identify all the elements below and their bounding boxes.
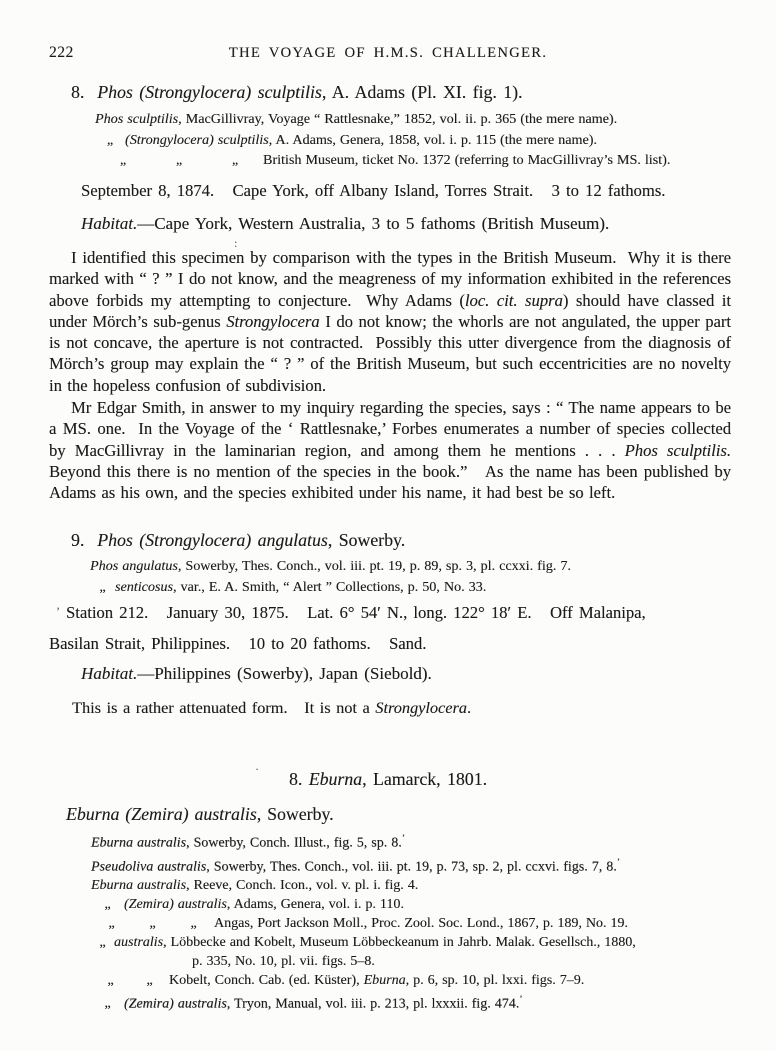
remark-line: This is a rather attenuated form. It is not a Strongylocera. [72,698,472,717]
citation-line: Phos angulatus, Sowerby, Thes. Conch., vol. iii. pt. 19, p. 89, sp. 3, pl. ccxxi. fig. 7. [90,558,571,574]
species-9-heading: 9. Phos (Strongylocera) angulatus, Sowerby. [71,530,406,550]
citation-line: „ „ „ British Museum, ticket No. 1372 (referring to MacGillivray’s MS. list). [119,152,671,169]
species-8-heading: 8. Phos (Strongylocera) sculptilis, A. Adams (Pl. XI. fig. 1). [71,82,523,102]
species-8-synonymy [95,109,670,171]
page-number: 222 [49,44,74,61]
citation-line: Pseudoliva australis, Sowerby, Thes. Conch., vol. iii. pt. 19, p. 73, sp. 2, pl. ccxvi. figs. 7, 8.’ [91,856,620,875]
body-paragraph: I identified this specimen by comparison with the types in the British Museum. Why it is there marked with “ ? ” I do not know, and the meagreness of my information exhibited in the references above forbids my attempting to conjecture. Why Adams (loc. cit. supra) should have classed it under Mörch’s sub-genus Strongylocera I do not know; the whorls are not angulated, the upper part is not concave, the aperture is not contracted. Possibly this utter divergence from the diagnosis of Mörch’s group may explain the “ ? ” of the British Museum, but such eccentricities are no novelty in the hopeless confusion of subdivision. [49,248,737,395]
citation-line: „ australis, Löbbecke and Kobelt, Museum Löbbeckeanum in Jahrb. Malak. Gesellsch., 1880, [99,934,636,950]
ink-artifact: ’ [56,604,60,618]
citation-line: Phos sculptilis, MacGillivray, Voyage “ Rattlesnake,” 1852, vol. ii. p. 365 (the mere name). [95,111,618,127]
eburna-synonymy [91,830,636,1014]
citation-line: „ senticosus, var., E. A. Smith, “ Alert ” Collections, p. 50, No. 33. [99,578,487,595]
citation-line: „ (Zemira) australis, Tryon, Manual, vol. iii. p. 213, pl. lxxxii. fig. 474.’ [104,993,523,1012]
species-9-synonymy [90,556,571,597]
species-heading: Eburna (Zemira) australis, Sowerby. [66,804,334,824]
body-paragraph: Mr Edgar Smith, in answer to my inquiry regarding the species, says : “ The name appears to be a MS. one. In the Voyage of the ‘ Rattlesnake,’ Forbes enumerates a number of species collected by MacGillivray in the laminarian region, and among them he mentions . . . Phos sculptilis. Beyond this there is no mention of the species in the book.” As the name has been published by Adams as his own, and the species exhibited under his name, it had best be so left. [49,398,742,503]
station-record-line: Station 212. January 30, 1875. Lat. 6° 54′ N., long. 122° 18′ E. Off Malanipa, [66,603,646,622]
ink-artifact: · [255,762,259,776]
citation-line: „ „ Kobelt, Conch. Cab. (ed. Küster), Eburna, p. 6, sp. 10, pl. lxxi. figs. 7–9. [107,972,585,988]
running-header: THE VOYAGE OF H.M.S. CHALLENGER. [228,45,548,61]
station-record-line: Basilan Strait, Philippines. 10 to 20 fathoms. Sand. [49,634,427,653]
habitat-line: Habitat.—Philippines (Sowerby), Japan (Siebold). [81,664,432,683]
station-record-line: September 8, 1874. Cape York, off Albany Island, Torres Strait. 3 to 12 fathoms. [81,181,666,200]
genus-heading: 8. Eburna, Lamarck, 1801. [288,769,488,789]
habitat-line: Habitat.—Cape York, Western Australia, 3 to 5 fathoms (British Museum). [81,214,610,233]
ink-artifact: : [234,236,238,250]
citation-line: „ „ „ Angas, Port Jackson Moll., Proc. Zool. Soc. Lond., 1867, p. 189, No. 19. [108,915,628,931]
citation-line: „ (Zemira) australis, Adams, Genera, vol. i. p. 110. [104,897,404,913]
citation-line: p. 335, No. 10, pl. vii. figs. 5–8. [192,953,375,969]
citation-line: „ (Strongylocera) sculptilis, A. Adams, Genera, 1858, vol. i. p. 115 (the mere name). [106,131,597,148]
citation-line: Eburna australis, Reeve, Conch. Icon., vol. v. pl. i. fig. 4. [91,878,419,894]
citation-line: Eburna australis, Sowerby, Conch. Illust., fig. 5, sp. 8.’ [91,833,405,851]
